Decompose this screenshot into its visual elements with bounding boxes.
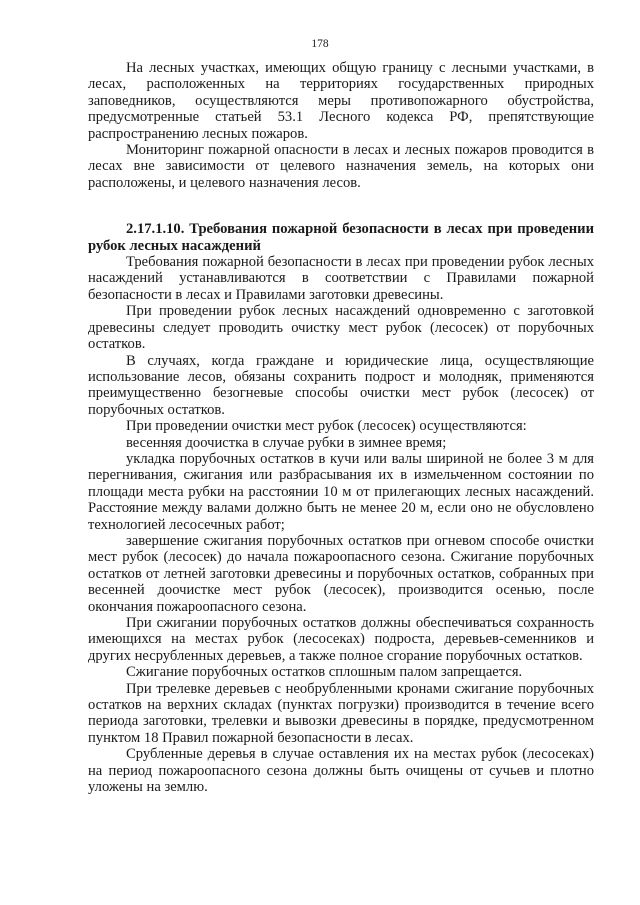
paragraph: Срубленные деревья в случае оставления их на местах рубок (лесосеках) на период пожароопасного сезона должны быть очищены от сучьев и плотно уложены на землю. — [88, 746, 594, 796]
list-item: укладка порубочных остатков в кучи или валы шириной не более 3 м для перегнивания, сжигания или разбрасывания их в измельченном состоянии по площади места рубки на расстоянии 10 м от прилегающих лесных насаждений. Расстояние между валами должно быть не менее 20 м, если оно не обусловлено технологией лесосечных работ; — [88, 450, 594, 533]
paragraph: Требования пожарной безопасности в лесах при проведении рубок лесных насаждений устанавливаются в соответствии с Правилами пожарной безопасности в лесах и Правилами заготовки древесины. — [88, 254, 594, 303]
page-body — [88, 60, 594, 795]
list-item: завершение сжигания порубочных остатков при огневом способе очистки мест рубок (лесосек) до начала пожароопасного сезона. Сжигание порубочных остатков от летней заготовки древесины и порубочных остатков, собранных при весенней доочистке мест рубок (лесосек), производится осенью, после окончания пожароопасного сезона. — [88, 532, 594, 615]
section-heading: 2.17.1.10. Требования пожарной безопасности в лесах при проведении рубок лесных насаждений — [88, 221, 594, 254]
paragraph: Мониторинг пожарной опасности в лесах и лесных пожаров проводится в лесах вне зависимости от целевого назначения земель, на которых они расположены, и целевого назначения лесов. — [88, 142, 594, 191]
paragraph: При сжигании порубочных остатков должны обеспечиваться сохранность имеющихся на местах рубок (лесосеках) подроста, деревьев-семенников и других несрубленных деревьев, а также полное сгорание порубочных остатков. — [88, 615, 594, 664]
paragraph: Сжигание порубочных остатков сплошным палом запрещается. — [126, 664, 523, 681]
list-item: весенняя доочистка в случае рубки в зимнее время; — [126, 434, 447, 451]
paragraph: На лесных участках, имеющих общую границу с лесными участками, в лесах, расположенных на территориях государственных природных заповедников, осуществляются меры противопожарного обустройства, предусмотренные статьей 53.1 Лесного кодекса РФ, препятствующие распространению лесных пожаров. — [88, 60, 594, 142]
paragraph: При проведении рубок лесных насаждений одновременно с заготовкой древесины следует проводить очистку мест рубок (лесосек) от порубочных остатков. — [88, 303, 594, 353]
paragraph: При трелевке деревьев с необрубленными кронами сжигание порубочных остатков на верхних складах (пунктах погрузки) производится в течение всего периода заготовки, трелевки и вывозки древесины в порядке, предусмотренном пунктом 18 Правил пожарной безопасности в лесах. — [88, 680, 594, 746]
page-number: 178 — [311, 38, 329, 50]
paragraph: При проведении очистки мест рубок (лесосек) осуществляются: — [126, 418, 527, 435]
paragraph: В случаях, когда граждане и юридические лица, осуществляющие использование лесов, обязаны сохранить подрост и молодняк, применяются преимущественно безогневые способы очистки мест рубок (лесосек) от порубочных остатков. — [88, 352, 594, 418]
